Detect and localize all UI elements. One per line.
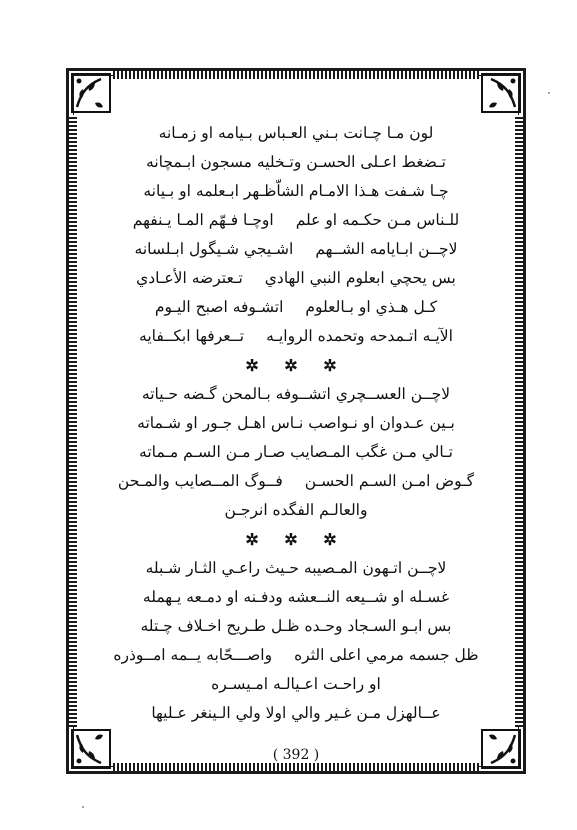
hemistich-second: اشـيجي شـيگول ابـلسانه — [134, 240, 294, 258]
verse-text: بس ابـو السـجاد وحـده ظـل طـريح اخـلاف چـتله — [140, 617, 452, 635]
scan-speck — [82, 806, 84, 808]
poem-line — [109, 264, 483, 293]
poem-line — [109, 293, 483, 322]
poem-line — [109, 641, 483, 670]
verse-text: لاچــن اتـهون المـصيبه حـيث راعـي الثـار شـبله — [145, 559, 447, 577]
hemistich-first: گـوض امـن السـم الحسـن — [304, 472, 475, 490]
poem-body — [109, 119, 483, 728]
poem-line — [109, 380, 483, 409]
hemistich-first: الآيـه اتـمدحه وتحمده الروايـه — [266, 327, 453, 345]
verse-text: تـالي مـن غگب المـصايب صـار مـن السـم مـماته — [139, 443, 453, 461]
hemistich-second: واصـــحّابه يــمه امــوذره — [113, 646, 273, 664]
verse-text: لاچــن العســچري اتشــوفه بـالمحن گـضه حـياته — [141, 385, 451, 403]
poem-line — [109, 583, 483, 612]
verse-text: عــالهزل مـن غـير والي اولا ولي الـينغر عـليها — [151, 704, 441, 722]
poem-line — [109, 670, 483, 699]
page-border — [66, 68, 526, 774]
corner-ornament-icon — [481, 73, 521, 113]
page-number: ( 392 ) — [272, 747, 320, 763]
hemistich-second: تــعرفها ابكــفايه — [139, 327, 245, 345]
poem-line — [109, 554, 483, 583]
border-band-left — [69, 115, 77, 727]
poem-line — [109, 148, 483, 177]
stanza-separator: ✲ ✲ ✲ — [245, 530, 347, 549]
poem-line — [109, 409, 483, 438]
hemistich-second: اتشـوفه اصبح اليـوم — [154, 298, 284, 316]
verse-text: بـين عـدوان او نـواصب نـاس اهـل جـور او شـماته — [137, 414, 455, 432]
poem-line — [109, 235, 483, 264]
border-band-top — [113, 71, 479, 79]
verse-text: غسـله او شــيعه النــعشه ودفـنه او دمـعه يـهمله — [142, 588, 450, 606]
hemistich-first: للـناس مـن حكـمه او علم — [295, 211, 460, 229]
border-band-right — [515, 115, 523, 727]
poem-line — [109, 177, 483, 206]
poem-line — [109, 119, 483, 148]
poem-line — [109, 612, 483, 641]
corner-ornament-icon — [71, 73, 111, 113]
verse-text: چـا شـفت هـذا الامـام الشاّظـهر ابـعلمه او بـيانه — [143, 182, 449, 200]
verse-text: او راحـت اعـيالـه امـيسـره — [211, 675, 381, 693]
hemistich-second: اوچـا فـهّم المـا يـنفهم — [132, 211, 274, 229]
poem-line — [109, 467, 483, 496]
stanza-separator: ✲ ✲ ✲ — [245, 356, 347, 375]
verse-text: لون مـا چـانت بـني العـباس بـيامه او زمـانه — [158, 124, 434, 142]
border-band-bottom — [113, 763, 479, 771]
hemistich-second: فــوگ المــصايب والمـحن — [117, 472, 283, 490]
scan-speck — [548, 92, 550, 94]
verse-text: تـضغط اعـلى الحسـن وتـخليه مسجون ابـمچانه — [146, 153, 446, 171]
hemistich-second: تـعترضه الأعـادي — [136, 269, 243, 287]
hemistich-first: ظل جسمه مرمي اعلى الثره — [294, 646, 479, 664]
hemistich-first: كـل هـذي او بـالعلوم — [305, 298, 438, 316]
poem-line — [109, 699, 483, 728]
hemistich-first: بس يحچي ابعلوم النبي الهادي — [264, 269, 456, 287]
hemistich-first: لاچــن ابـايامه الشــهم — [315, 240, 458, 258]
poem-line — [109, 322, 483, 351]
verse-text: والعالـم الفگده انرجـن — [224, 501, 368, 519]
poem-line — [109, 438, 483, 467]
poem-line — [109, 206, 483, 235]
poem-line — [109, 496, 483, 525]
